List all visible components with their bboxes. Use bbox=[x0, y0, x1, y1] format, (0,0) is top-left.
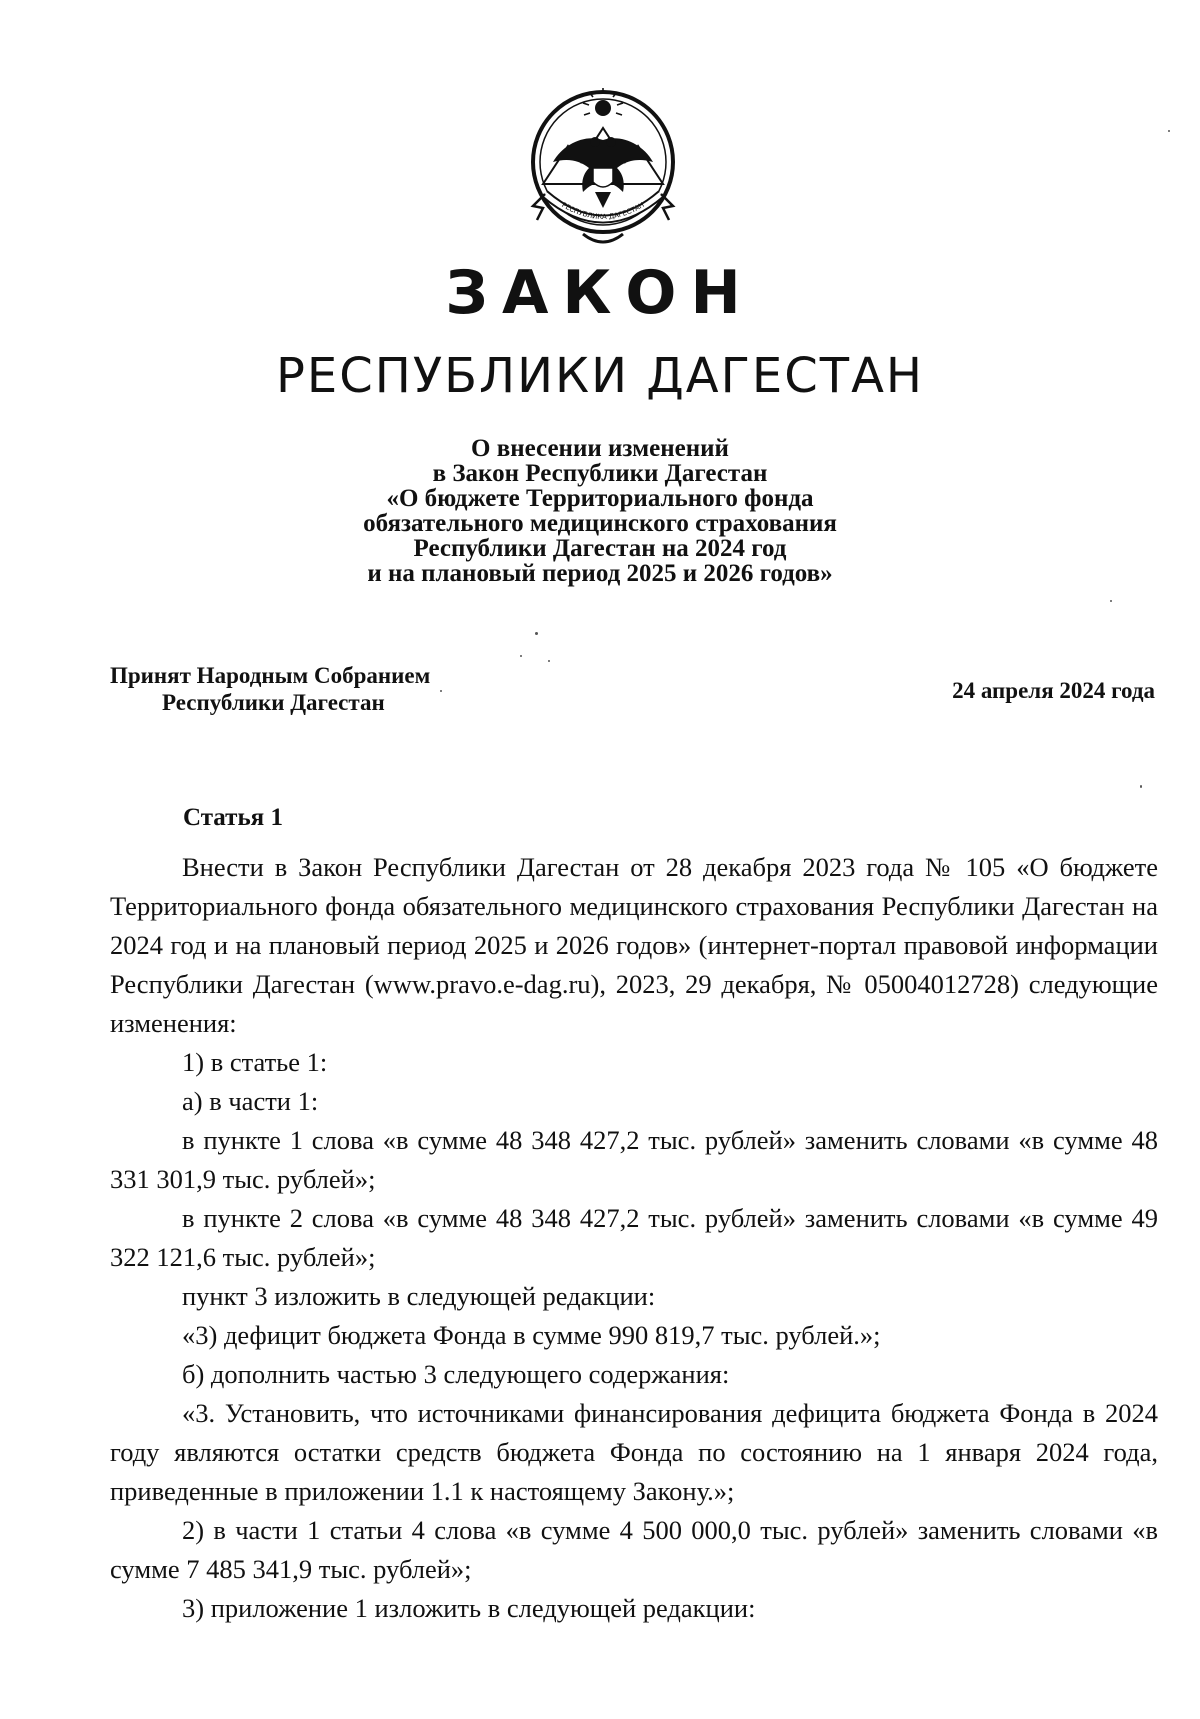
law-subject bbox=[250, 436, 950, 586]
article-body bbox=[110, 848, 1158, 1628]
article-paragraph: 2) в части 1 статьи 4 слова «в сумме 4 500 000,0 тыс. рублей» заменить словами «в сумме 7 485 341,9 тыс. рублей»; bbox=[110, 1515, 1158, 1584]
law-subtitle: РЕСПУБЛИКИ ДАГЕСТАН bbox=[275, 348, 924, 404]
article-paragraph: в пункте 2 слова «в сумме 48 348 427,2 тыс. рублей» заменить словами «в сумме 49 322 121,6 тыс. рублей»; bbox=[110, 1203, 1158, 1272]
article-paragraph: б) дополнить частью 3 следующего содержания: bbox=[182, 1359, 730, 1389]
subject-line: в Закон Республики Дагестан bbox=[432, 460, 768, 487]
article-paragraph: 3) приложение 1 изложить в следующей редакции: bbox=[182, 1593, 756, 1623]
dagestan-coat-of-arms-icon bbox=[523, 84, 683, 254]
article-paragraph: «3) дефицит бюджета Фонда в сумме 990 819,7 тыс. рублей.»; bbox=[182, 1320, 881, 1350]
article-paragraph: пункт 3 изложить в следующей редакции: bbox=[182, 1281, 656, 1311]
subject-line: «О бюджете Территориального фонда bbox=[386, 485, 814, 512]
adoption-statement bbox=[110, 662, 430, 716]
adoption-line-2: Республики Дагестан bbox=[162, 690, 385, 715]
adoption-line-1: Принят Народным Собранием bbox=[110, 663, 431, 688]
article-paragraph: 1) в статье 1: bbox=[182, 1047, 328, 1077]
article-heading: Статья 1 bbox=[183, 804, 283, 831]
law-title: ЗАКОН bbox=[445, 258, 755, 328]
subject-line: О внесении изменений bbox=[471, 435, 729, 462]
subject-line: обязательного медицинского страхования bbox=[363, 510, 837, 537]
adoption-date: 24 апреля 2024 года bbox=[952, 678, 1155, 703]
subject-line: Республики Дагестан на 2024 год bbox=[413, 535, 787, 562]
article-paragraph: «3. Установить, что источниками финансирования дефицита бюджета Фонда в 2024 году являются остатки средств бюджета Фонда по состоянию на 1 января 2024 года, приведенные в приложении 1.1 к настоящему Закону.»; bbox=[110, 1398, 1158, 1506]
emblem-ribbon-text: РЕСПУБЛИКА ДАГЕСТАН bbox=[560, 200, 646, 222]
article-paragraph: в пункте 1 слова «в сумме 48 348 427,2 тыс. рублей» заменить словами «в сумме 48 331 301,9 тыс. рублей»; bbox=[110, 1125, 1158, 1194]
article-paragraph: а) в части 1: bbox=[182, 1086, 319, 1116]
article-paragraph: Внести в Закон Республики Дагестан от 28 декабря 2023 года № 105 «О бюджете Территориального фонда обязательного медицинского страхования Республики Дагестан на 2024 год и на плановый период 2025 и 2026 годов» (интернет-портал правовой информации Республики Дагестан (www.pravo.e-dag.ru), 2023, 29 декабря, № 05004012728) следующие изменения: bbox=[110, 852, 1158, 1038]
subject-line: и на плановый период 2025 и 2026 годов» bbox=[367, 560, 833, 587]
